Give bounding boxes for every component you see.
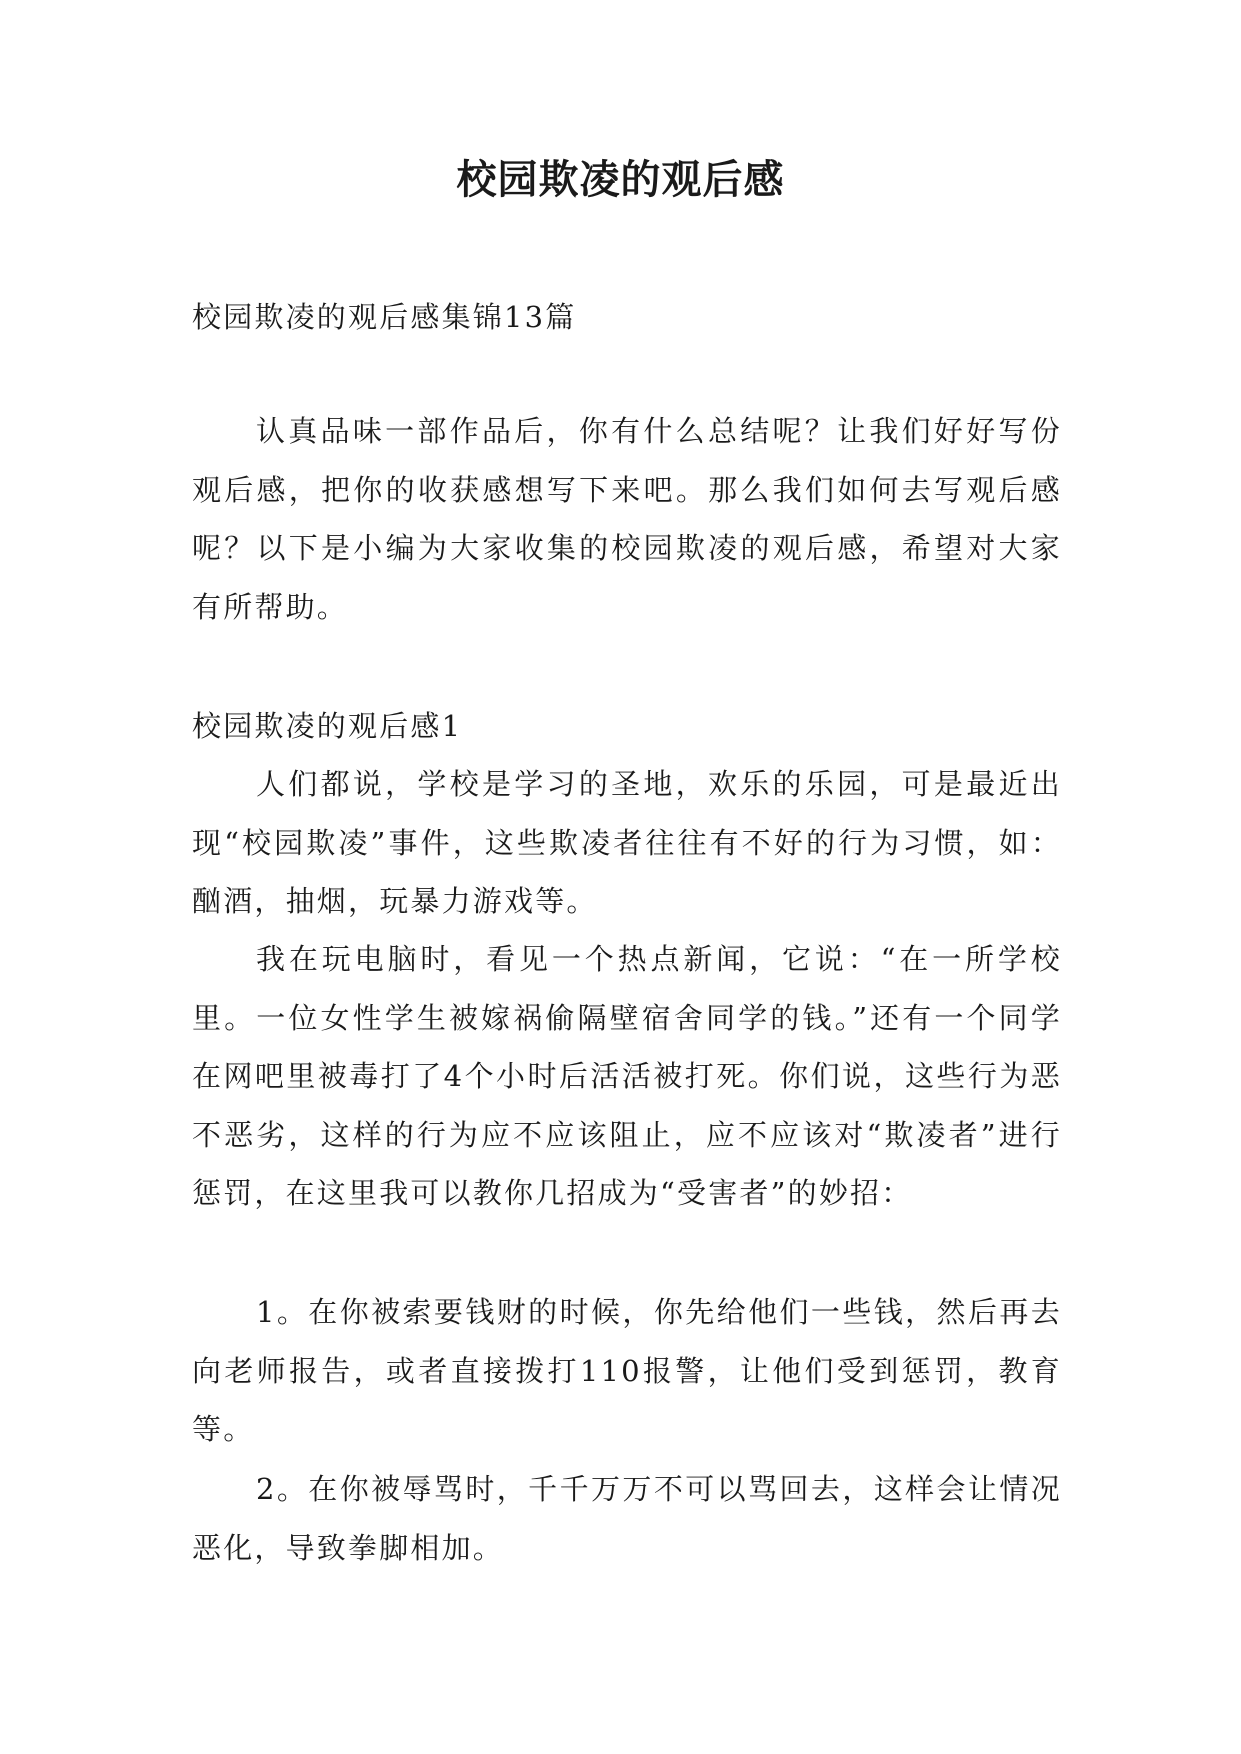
- section-heading: 校园欺凌的观后感1: [192, 709, 463, 743]
- intro-paragraph: 认真品味一部作品后，你有什么总结呢？让我们好好写份观后感，把你的收获感想写下来吧。那么我们如何去写观后感呢？以下是小编为大家收集的校园欺凌的观后感，希望对大家有所帮助。: [192, 414, 1062, 624]
- tip-item: 1。在你被索要钱财的时候，你先给他们一些钱，然后再去向老师报告，或者直接拨打110报警，让他们受到惩罚，教育等。: [192, 1295, 1062, 1446]
- section-paragraph: 我在玩电脑时，看见一个热点新闻，它说：“在一所学校里。一位女性学生被嫁祸偷隔壁宿舍同学的钱。”还有一个同学在网吧里被毒打了4个小时后活活被打死。你们说，这些行为恶不恶劣，这样的行为应不应该阻止，应不应该对“欺凌者”进行惩罚，在这里我可以教你几招成为“受害者”的妙招：: [192, 942, 1062, 1210]
- document-title: 校园欺凌的观后感: [456, 156, 785, 203]
- document-subtitle: 校园欺凌的观后感集锦13篇: [192, 300, 577, 334]
- tip-item: 2。在你被辱骂时，千千万万不可以骂回去，这样会让情况恶化，导致拳脚相加。: [192, 1472, 1062, 1565]
- section-paragraph: 人们都说，学校是学习的圣地，欢乐的乐园，可是最近出现“校园欺凌”事件，这些欺凌者往往有不好的行为习惯，如：酗酒，抽烟，玩暴力游戏等。: [192, 767, 1062, 918]
